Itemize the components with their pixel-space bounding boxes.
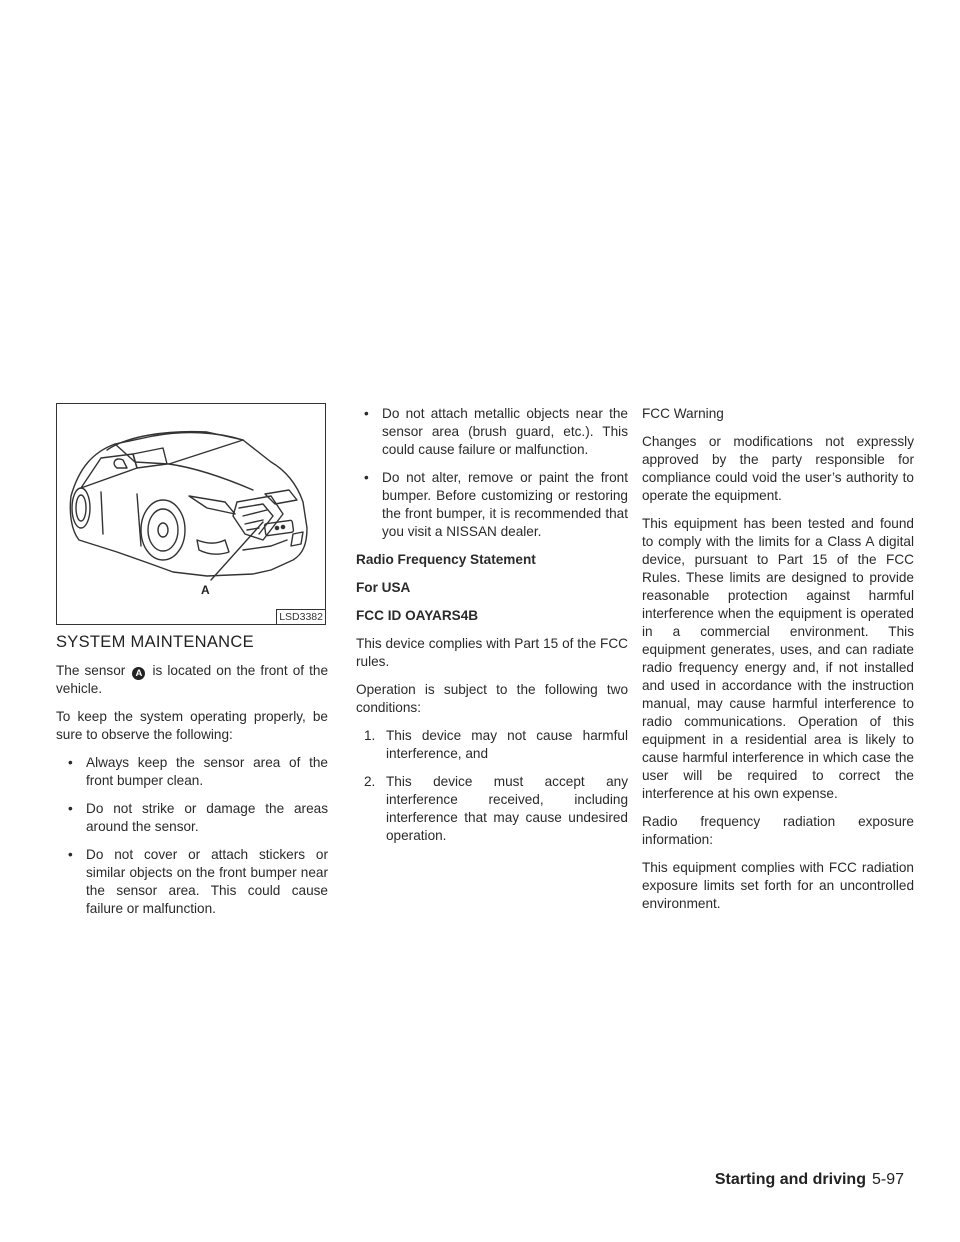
list-item-text: Do not strike or damage the areas around the sensor. xyxy=(86,801,328,834)
page-footer xyxy=(715,1171,904,1189)
footer-section-title: Starting and driving xyxy=(714,1171,866,1188)
list-item xyxy=(356,773,628,845)
fcc-id: FCC ID OAYARS4B xyxy=(356,608,479,623)
figure-callout-label: A xyxy=(201,583,210,597)
fcc-paragraph-1: Changes or modifications not expressly approved by the party responsible for compliance could void the user’s authority to operate the equipment. xyxy=(642,434,914,503)
figure-code: LSD3382 xyxy=(276,609,325,624)
list-item xyxy=(56,846,328,918)
list-item-text: Always keep the sensor area of the front bumper clean. xyxy=(86,755,328,788)
list-item-text: Do not attach metallic objects near the sensor area (brush guard, etc.). This could cause failure or malfunction. xyxy=(382,406,628,457)
list-item xyxy=(56,754,328,790)
list-number: 2. xyxy=(364,774,376,789)
list-item xyxy=(56,800,328,836)
fcc-paragraph-4: This equipment complies with FCC radiation exposure limits set forth for an uncontrolled environment. xyxy=(642,860,914,911)
list-item xyxy=(356,405,628,459)
callout-a-icon: A xyxy=(132,667,145,680)
list-item-text: Do not alter, remove or paint the front bumper. Before customizing or restoring the front bumper, it is recommended that you visit a NISSAN dealer. xyxy=(382,470,628,539)
page-number: 5-97 xyxy=(871,1171,904,1188)
column-left xyxy=(56,403,328,928)
bullet-icon: • xyxy=(364,406,369,421)
radio-heading: Radio Frequency Statement xyxy=(356,552,536,567)
car-sensor-illustration xyxy=(56,403,326,625)
list-item-text: This device must accept any interference received, including interference that may cause undesired operation. xyxy=(386,774,628,843)
conditions-list xyxy=(356,727,628,845)
bullet-icon: • xyxy=(364,470,369,485)
radio-region: For USA xyxy=(356,580,411,595)
list-item-text: Do not cover or attach stickers or similar objects on the front bumper near the sensor area. This could cause failure or malfunction. xyxy=(86,847,328,916)
bullet-icon: • xyxy=(68,755,73,770)
sensor-intro-before: The sensor xyxy=(56,663,126,678)
fcc-paragraph-2: This equipment has been tested and found to comply with the limits for a Class A digital device, pursuant to Part 15 of the FCC Rules. These limits are designed to provide reasonable protection against harmful interference when the equipment is operated in a commercial environment. This equipment generates, uses, and can radiate radio frequency energy and, if not installed and used in accordance with the instruction manual, may cause harmful interference to radio communications. Operation of this equipment in a residential area is likely to cause harmful interference in which case the user will be required to correct the interference at his own expense. xyxy=(642,516,914,801)
sensor-location-paragraph xyxy=(56,662,328,698)
fcc-complies-paragraph: This device complies with Part 15 of the FCC rules. xyxy=(356,636,628,669)
car-drawing xyxy=(57,404,326,625)
list-number: 1. xyxy=(364,728,376,743)
column-middle xyxy=(356,405,628,855)
column-right xyxy=(642,405,914,923)
list-item xyxy=(356,727,628,763)
maintenance-bullets-middle xyxy=(356,405,628,541)
fcc-warning-title: FCC Warning xyxy=(642,406,724,421)
bullet-icon: • xyxy=(68,801,73,816)
conditions-intro: Operation is subject to the following two conditions: xyxy=(356,682,628,715)
observe-intro: To keep the system operating properly, be sure to observe the following: xyxy=(56,709,328,742)
fcc-paragraph-3: Radio frequency radiation exposure information: xyxy=(642,814,914,847)
list-item-text: This device may not cause harmful interference, and xyxy=(386,728,628,761)
bullet-icon: • xyxy=(68,847,73,862)
list-item xyxy=(356,469,628,541)
sensor-intro-after: is located on the front of the vehicle. xyxy=(56,663,329,696)
section-title: SYSTEM MAINTENANCE xyxy=(56,633,254,651)
maintenance-bullets-left xyxy=(56,754,328,918)
